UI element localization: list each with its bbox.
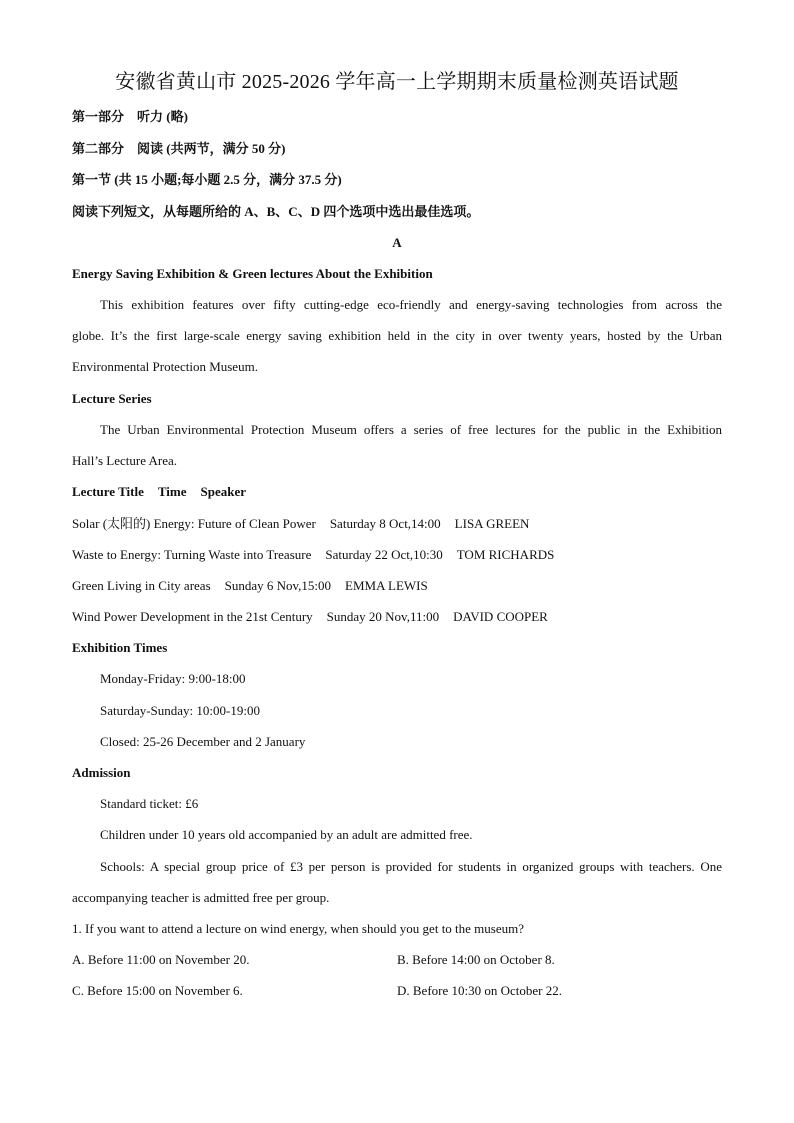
lecture-title: Waste to Energy: Turning Waste into Treasure [72, 547, 312, 562]
lecture-time: Sunday 20 Nov,11:00 [326, 609, 440, 624]
lecture-row [72, 515, 722, 533]
lecture-time: Saturday 22 Oct,10:30 [325, 547, 443, 562]
schools-admission-line-1: Schools: A special group price of £3 per person is provided for students in organized groups with teachers. One [100, 859, 722, 874]
exhibition-times-heading: Exhibition Times [72, 640, 168, 655]
lecture-time: Saturday 8 Oct,14:00 [329, 516, 441, 531]
header-time: Time [157, 484, 187, 499]
option-b: B. Before 14:00 on October 8. [397, 952, 555, 967]
passage-label: A [392, 235, 402, 250]
lecture-series-line-1: The Urban Environmental Protection Museum offers a series of free lectures for the public in the Exhibition [100, 422, 722, 437]
intro-line-2: globe. It’s the first large-scale energy saving exhibition held in the city in over twenty years, hosted by the Urban [72, 328, 722, 343]
lecture-speaker: TOM RICHARDS [456, 547, 555, 562]
lecture-row [72, 608, 722, 626]
part2-heading: 第二部分 阅读 (共两节，满分 50 分) [72, 141, 286, 156]
header-title: Lecture Title [72, 484, 144, 499]
admission-heading: Admission [72, 765, 131, 780]
part1-heading: 第一部分 听力 (略) [72, 109, 188, 124]
passage-heading: Energy Saving Exhibition & Green lectures About the Exhibition [72, 266, 433, 281]
lecture-series-line-2: Hall’s Lecture Area. [72, 453, 178, 468]
question-stem: 1. If you want to attend a lecture on wind energy, when should you get to the museum? [72, 921, 525, 936]
lecture-row [72, 577, 722, 595]
weekday-hours: Monday-Friday: 9:00-18:00 [100, 671, 246, 686]
weekend-hours: Saturday-Sunday: 10:00-19:00 [100, 703, 260, 718]
standard-ticket: Standard ticket: £6 [100, 796, 199, 811]
lecture-speaker: DAVID COOPER [453, 609, 548, 624]
intro-line-1: This exhibition features over fifty cutting-edge eco-friendly and energy-saving technologies from across the [100, 297, 722, 312]
schools-admission-line-2: accompanying teacher is admitted free per group. [72, 890, 330, 905]
exam-title: 安徽省黄山市 2025-2026 学年高一上学期期末质量检测英语试题 [115, 71, 679, 93]
lecture-series-heading: Lecture Series [72, 391, 152, 406]
instruction: 阅读下列短文，从每题所给的 A、B、C、D 四个选项中选出最佳选项。 [72, 204, 480, 219]
lecture-table-header [72, 483, 722, 501]
lecture-speaker: LISA GREEN [454, 516, 530, 531]
lecture-row [72, 546, 722, 564]
lecture-title: Wind Power Development in the 21st Century [72, 609, 313, 624]
lecture-speaker: EMMA LEWIS [345, 578, 428, 593]
option-a: A. Before 11:00 on November 20. [72, 952, 250, 967]
closed-dates: Closed: 25-26 December and 2 January [100, 734, 306, 749]
lecture-title: Green Living in City areas [72, 578, 211, 593]
lecture-title: Solar (太阳的) Energy: Future of Clean Power [72, 516, 316, 531]
section1-heading: 第一节 (共 15 小题;每小题 2.5 分，满分 37.5 分) [72, 172, 342, 187]
children-admission: Children under 10 years old accompanied by an adult are admitted free. [100, 827, 473, 842]
header-speaker: Speaker [200, 484, 247, 499]
option-d: D. Before 10:30 on October 22. [397, 983, 562, 998]
lecture-time: Sunday 6 Nov,15:00 [224, 578, 332, 593]
intro-line-3: Environmental Protection Museum. [72, 359, 258, 374]
option-c: C. Before 15:00 on November 6. [72, 983, 243, 998]
